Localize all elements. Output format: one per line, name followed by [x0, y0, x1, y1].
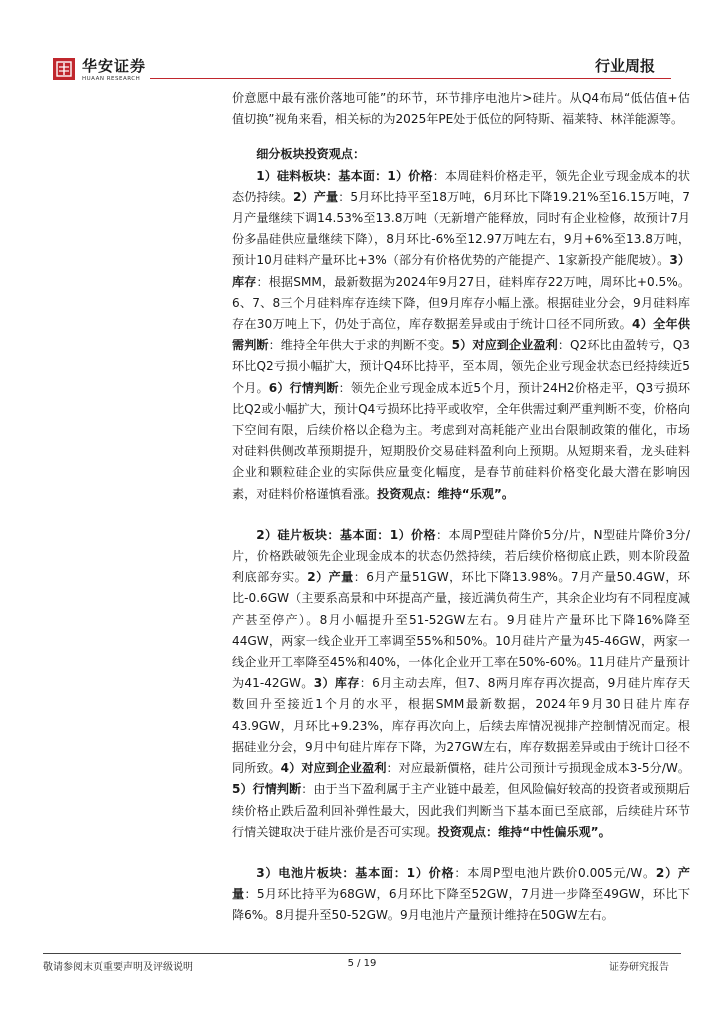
cell-lead: 3）电池片板块：基本面：	[256, 865, 407, 880]
page-number: 5 / 19	[347, 958, 377, 969]
cell-output-text: ：5月环比持平为68GW，6月环比下降至52GW，7月进一步降至49GW，环比下降6%。8月提升至50-52GW。9月电池片产量预计维持在50GW左右。	[232, 887, 690, 923]
huaan-logo-icon	[53, 58, 75, 80]
silicon-lead: 1）硅料板块：基本面：	[256, 168, 388, 183]
wafer-market-label: 5）行情判断	[232, 782, 302, 797]
wafer-inventory-label: 3）库存	[313, 676, 360, 691]
brand-name-en: HUAAN RESEARCH	[82, 76, 141, 82]
wafer-paragraph	[232, 525, 690, 843]
silicon-output-label: 2）产量	[293, 189, 339, 204]
cell-price-text: ：本周P型电池片跌价0.005元/W。	[454, 865, 656, 880]
brand-name: 华安证券	[82, 57, 147, 75]
wafer-view: 投资观点：维持“中性偏乐观”。	[437, 824, 611, 839]
wafer-price-label: 1）价格	[389, 527, 437, 542]
paragraph-gap	[232, 505, 690, 525]
wafer-price-text: ：本周P型硅片降价5分/片，N型硅片降价3分/片，价格跌破领先企业现金成本的状态仍然持续，若后续价格彻底止跌，则本阶段盈利底部夯实。	[232, 527, 690, 585]
report-type-title: 行业周报	[594, 57, 655, 75]
wafer-output-label: 2）产量	[307, 570, 354, 585]
wafer-market-text: ：由于当下盈利属于主产业链中最差，但风险偏好较高的投资者或预期后续价格止跌后盈利回补弹性最大，因此我们判断当下基本面已至底部，后续硅片环节行情关键取决于硅片涨价是否可实现。	[232, 782, 690, 839]
silicon-supply-text: ：维持全年供大于求的判断不变。	[268, 338, 452, 353]
silicon-profit-label: 5）对应到企业盈利	[451, 338, 558, 353]
silicon-view: 投资观点：维持“乐观”。	[377, 486, 514, 501]
section-title: 细分板块投资观点：	[256, 147, 366, 162]
silicon-price-label: 1）价格	[387, 168, 433, 183]
silicon-output-text: ：5月环比持平至18万吨，6月环比下降19.21%至16.15万吨，7月产量继续下调14.53%至13.8万吨（无新增产能释放，同时有企业检修，故预计7月份多晶硅供应量继续下降），8月环比-6%至12.97万吨左右，9月+6%至13.8万吨，预计10月硅料产量环比+3%（部分有价格优势的产能提产、1家新投产能爬坡）。	[232, 189, 690, 268]
silicon-paragraph	[232, 166, 690, 505]
footer-disclaimer: 敬请参阅末页重要声明及评级说明	[43, 962, 193, 973]
report-body	[232, 88, 690, 927]
silicon-market-label: 6）行情判断	[268, 380, 339, 395]
page-header	[0, 0, 724, 84]
header-divider	[150, 78, 671, 79]
silicon-profit-text: ：Q2环比由盈转亏，Q3环比Q2亏损小幅扩大，预计Q4环比持平，至本周，领先企业亏现金状态已经持续近5个月。	[232, 338, 690, 395]
cell-output-label: 2）产量	[232, 865, 691, 902]
cell-price-label: 1）价格	[406, 865, 455, 880]
intro-paragraph: 价意愿中最有涨价落地可能”的环节，环节排序电池片>硅片。从Q4布局“低估值+估值切换”视角来看，相关标的为2025年PE处于低位的阿特斯、福莱特、林洋能源等。	[232, 91, 690, 127]
wafer-lead: 2）硅片板块：基本面：	[256, 527, 390, 542]
silicon-supply-label: 4）全年供需判断	[232, 317, 691, 353]
silicon-inventory-text: ：根据SMM，最新数据为2024年9月27日，硅料库存22万吨，周环比+0.5%。6、7、8三个月硅料库存连续下降，但9月库存小幅上涨。根据硅业分会，9月硅料库存在30万吨上下，仍处于高位，库存数据差异或由于统计口径不同所致。	[232, 274, 690, 332]
wafer-profit-text: ：对应最新價格，硅片公司预计亏损现金成本3-5分/W。	[386, 761, 690, 776]
cell-paragraph	[232, 863, 690, 927]
silicon-price-text: ：本周硅料价格走平，领先企业亏现金成本的状态仍持续。	[232, 168, 690, 204]
wafer-inventory-text: ：6月主动去库，但7、8两月库存再次提高，9月硅片库存天数回升至接近1个月的水平，根据SMM最新数据，2024年9月30日硅片库存43.9GW，月环比+9.23%，库存再次向上，后续去库情况视排产控制情况而定。根据硅业分会，9月中旬硅片库存下降，为27GW左右，库存数据差异或由于统计口径不同所致。	[232, 676, 690, 776]
silicon-market-text: ：领先企业亏现金成本近5个月，预计24H2价格走平，Q3亏损环比Q2或小幅扩大，预计Q4亏损环比持平或收窄，全年供需过剩严重判断不变，价格向下空间有限，后续价格以企稳为主。考虑到对高耗能产业出台限制政策的催化，市场对硅料供侧改革预期提升，短期股价交易硅料盈利向上预期。从短期来看，龙头硅料企业和颗粒硅企业的实际供应量变化幅度，是春节前硅料价格变化最大潜在影响因素，对硅料价格谨慎看涨。	[232, 380, 690, 501]
wafer-profit-label: 4）对应到企业盈利	[280, 761, 387, 776]
footer-divider	[43, 953, 681, 954]
silicon-inventory-label: 3）库存	[232, 253, 690, 289]
paragraph-gap	[232, 843, 690, 863]
wafer-output-text: ：6月产量51GW，环比下降13.98%。7月产量50.4GW，环比-0.6GW（主要系高景和中环提高产量，接近满负荷生产，其余企业均有不同程度减产甚至停产）。8月小幅提升至51-52GW左右。9月硅片产量环比下降16%降至44GW，两家一线企业开工率调至55%和50%。10月硅片产量为45-46GW，两家一线企业开工率降至45%和40%，一体化企业开工率在50%-60%。11月硅片产量预计为41-42GW。	[232, 570, 690, 691]
footer-doc-type: 证券研究报告	[609, 962, 669, 973]
